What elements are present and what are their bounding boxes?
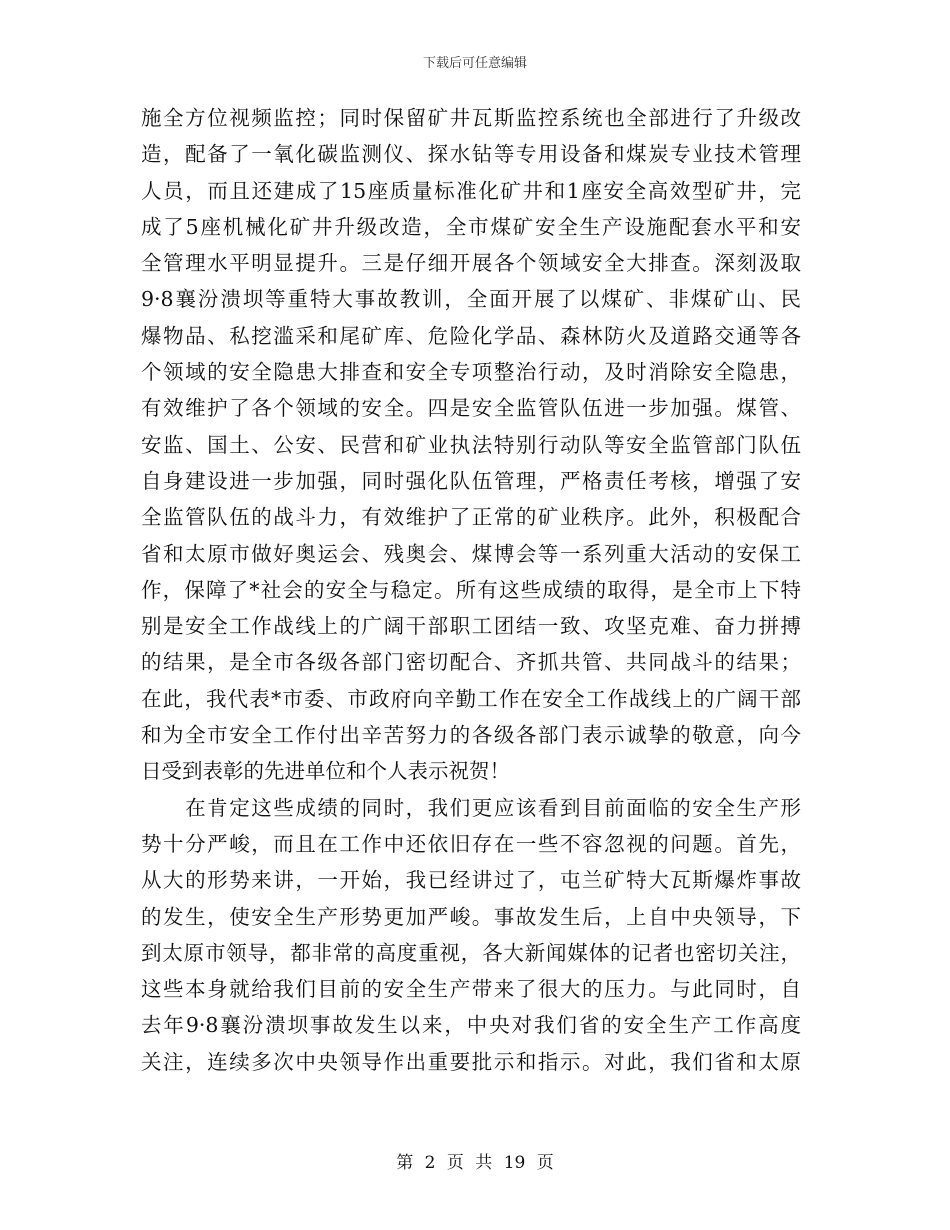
text-line: 到太原市领导，都非常的高度重视，各大新闻媒体的记者也密切关注， (141, 940, 801, 965)
text-line: 爆物品、私挖滥采和尾矿库、危险化学品、森林防火及道路交通等各 (141, 323, 801, 348)
text-line: 别是安全工作战线上的广阔干部职工团结一致、攻坚克难、奋力拼搏 (141, 614, 801, 639)
text-line: 从大的形势来讲，一开始，我已经讲过了，屯兰矿特大瓦斯爆炸事故 (141, 868, 801, 893)
text-line: 安监、国土、公安、民营和矿业执法特别行动队等安全监管部门队伍 (141, 432, 801, 457)
text-line: 的结果，是全市各级各部门密切配合、齐抓共管、共同战斗的结果； (141, 650, 801, 675)
text-line: 在肯定这些成绩的同时，我们更应该看到目前面临的安全生产形 (141, 795, 801, 820)
text-line: 日受到表彰的先进单位和个人表示祝贺！ (141, 759, 510, 784)
page-footer: 第 2 页 共 19 页 (396, 1153, 554, 1173)
text-line: 势十分严峻，而且在工作中还依旧存在一些不容忽视的问题。首先， (141, 831, 801, 856)
text-line: 个领域的安全隐患大排查和安全专项整治行动，及时消除安全隐患， (141, 360, 801, 385)
text-line: 全管理水平明显提升。三是仔细开展各个领域安全大排查。深刻汲取 (141, 251, 801, 276)
text-line: 关注，连续多次中央领导作出重要批示和指示。对此，我们省和太原 (141, 1049, 801, 1074)
document-body (141, 100, 801, 1080)
text-line: 省和太原市做好奥运会、残奥会、煤博会等一系列重大活动的安保工 (141, 541, 801, 566)
text-line: 的发生，使安全生产形势更加严峻。事故发生后，上自中央领导，下 (141, 904, 801, 929)
page-header: 下载后可任意编辑 (422, 56, 527, 71)
text-line: 这些本身就给我们目前的安全生产带来了很大的压力。与此同时，自 (141, 977, 801, 1002)
text-line: 造，配备了一氧化碳监测仪、探水钻等专用设备和煤炭专业技术管理 (141, 142, 801, 167)
text-line: 全监管队伍的战斗力，有效维护了正常的矿业秩序。此外，积极配合 (141, 505, 801, 530)
text-line: 9·8襄汾溃坝等重特大事故教训，全面开展了以煤矿、非煤矿山、民 (141, 287, 801, 312)
text-line: 人员，而且还建成了15座质量标准化矿井和1座安全高效型矿井，完 (141, 178, 801, 203)
text-line: 成了5座机械化矿井升级改造，全市煤矿安全生产设施配套水平和安 (141, 214, 801, 239)
text-line: 和为全市安全工作付出辛苦努力的各级各部门表示诚挚的敬意，向今 (141, 723, 801, 748)
text-line: 去年9·8襄汾溃坝事故发生以来，中央对我们省的安全生产工作高度 (141, 1013, 801, 1038)
text-line: 有效维护了各个领域的安全。四是安全监管队伍进一步加强。煤管、 (141, 396, 801, 421)
text-line: 作，保障了*社会的安全与稳定。所有这些成绩的取得，是全市上下特 (141, 577, 801, 602)
text-line: 施全方位视频监控；同时保留矿井瓦斯监控系统也全部进行了升级改 (141, 106, 801, 130)
text-line: 在此，我代表*市委、市政府向辛勤工作在安全工作战线上的广阔干部 (141, 686, 801, 711)
text-line: 自身建设进一步加强，同时强化队伍管理，严格责任考核，增强了安 (141, 468, 801, 493)
